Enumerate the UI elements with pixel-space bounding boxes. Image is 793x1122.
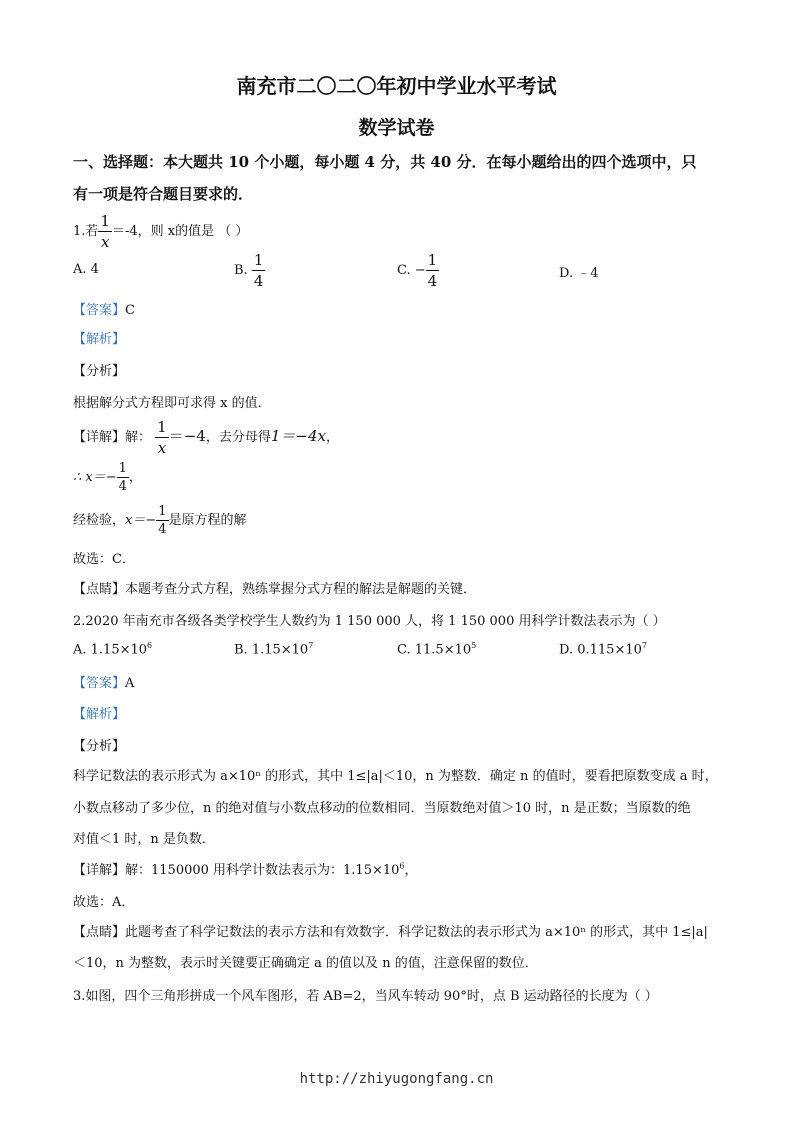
q2-option-d (559, 641, 647, 657)
q1-fenxi-text: 根据解分式方程即可求得 x 的值． (73, 396, 271, 411)
section-heading-line2: 有一项是符合题目要求的． (73, 185, 254, 203)
q1-option-b-den: 4 (253, 272, 264, 290)
q1-therefore-den: 4 (118, 479, 127, 494)
q2-detail-exp: 6 (399, 861, 405, 871)
q2-option-c (397, 641, 476, 657)
q1-option-c (397, 250, 439, 291)
q2-answer-tag: 【答案】 (73, 676, 126, 691)
q2-option-c-base: C. 11.5×10 (397, 642, 472, 658)
q1-check-num: 1 (158, 504, 167, 519)
q1-option-d: D. ﹣4 (559, 266, 599, 281)
q1-detail (73, 417, 339, 458)
q2-option-a-exp: 6 (147, 641, 153, 650)
q1-dianjing: 【点睛】本题考查分式方程，熟练掌握分式方程的解法是解题的关键． (73, 582, 477, 597)
section-heading-line1: 一、选择题：本大题共 10 个小题，每小题 4 分，共 40 分．在每小题给出的四个选项中，只 (73, 153, 697, 171)
q1-eq: ＝-4 (111, 224, 138, 239)
q1-detail-result: 1＝−4x (270, 427, 326, 445)
q1-detail-den: x (157, 439, 167, 457)
q1-check (73, 503, 247, 538)
q2-fenxi-tag: 【分析】 (73, 739, 126, 754)
q1-detail-end: ， (325, 430, 339, 445)
q1-option-c-num: 1 (427, 251, 438, 269)
q1-option-b-frac (252, 250, 266, 291)
q1-fenxi-tag: 【分析】 (73, 364, 126, 379)
q2-fenxi-line1: 科学记数法的表示形式为 a×10ⁿ 的形式，其中 1≤|a|＜10，n 为整数．确定 n 的值时，要看把原数变成 a 时， (73, 769, 718, 784)
q2-detail-base: 【详解】解：1150000 用科学计数法表示为：1.15×10 (73, 863, 400, 878)
q2-fenxi-line3: 对值＜1 时，n 是负数． (73, 832, 215, 847)
footer-url: http://zhiyugongfang.cn (299, 1071, 494, 1087)
page-subtitle: 数学试卷 (358, 117, 435, 139)
q1-suffix: ，则 x的值是 （ ） (137, 224, 249, 239)
q2-answer-value: A (125, 676, 135, 691)
q2-option-a-base: A. 1.15×10 (73, 642, 148, 658)
q1-detail-frac (155, 417, 169, 458)
q1-option-b-num: 1 (253, 251, 264, 269)
q1-check-end: 是原方程的解 (168, 513, 247, 528)
q1-stem (73, 211, 248, 252)
q1-option-b (234, 250, 265, 291)
q1-detail-eq: ＝−4 (168, 427, 206, 445)
q1-answer (73, 299, 135, 318)
q1-option-c-label: C. − (397, 263, 426, 278)
q1-therefore-frac (117, 460, 129, 495)
page-title: 南充市二〇二〇年初中学业水平考试 (236, 74, 557, 98)
q1-option-c-frac (426, 250, 440, 291)
q2-option-d-base: D. 0.115×10 (559, 642, 642, 658)
q2-option-a (73, 641, 152, 657)
q2-detail (73, 859, 418, 878)
q1-fraction (98, 211, 112, 252)
q1-check-prefix: 经检验， (73, 513, 126, 528)
q2-option-d-exp: 7 (641, 641, 647, 650)
q2-fenxi-line2: 小数点移动了多少位，n 的绝对值与小数点移动的位数相同．当原数绝对值＞10 时，n 是正数；当原数的绝 (73, 801, 691, 816)
q1-check-frac (156, 503, 168, 538)
q2-option-c-exp: 5 (471, 641, 477, 650)
q1-detail-prefix: 【详解】解： (73, 430, 152, 445)
q1-analysis-tag: 【解析】 (73, 332, 126, 347)
q2-detail-end: ， (404, 863, 418, 878)
q2-option-b-exp: 7 (308, 641, 314, 650)
q1-option-c-den: 4 (427, 272, 438, 290)
q2-analysis-tag: 【解析】 (73, 707, 126, 722)
q1-frac-num: 1 (100, 212, 110, 230)
q1-check-den: 4 (158, 522, 167, 537)
q1-answer-value: C (125, 303, 135, 318)
q2-option-b-base: B. 1.15×10 (234, 642, 309, 658)
q1-prefix: 1.若 (73, 224, 99, 239)
q1-therefore (73, 460, 142, 495)
q2-stem: 2.2020 年南充市各级各类学校学生人数约为 1 150 000 人，将 1 150 000 用科学计数法表示为（ ） (73, 614, 666, 629)
q1-choose: 故选：C． (73, 552, 135, 567)
q2-answer (73, 672, 134, 691)
q3-stem: 3.如图，四个三角形拼成一个风车图形，若 AB=2，当风车转动 90°时，点 B 运动路径的长度为（ ） (73, 989, 658, 1004)
q1-detail-num: 1 (157, 418, 167, 436)
q1-therefore-text: ∴ x＝− (73, 470, 117, 485)
q1-check-var: x＝− (125, 513, 157, 528)
q2-dianjing-line1: 【点睛】此题考查了科学记数法的表示方法和有效数字．科学记数法的表示形式为 a×10ⁿ 的形式，其中 1≤|a| (73, 925, 708, 940)
q1-therefore-num: 1 (118, 461, 127, 476)
q2-option-b (234, 641, 313, 657)
q1-answer-tag: 【答案】 (73, 303, 126, 318)
q1-detail-mid: ，去分母得 (205, 430, 271, 445)
q1-option-b-label: B. (234, 263, 248, 278)
q2-dianjing-line2: ＜10，n 为整数，表示时关键要正确确定 a 的值以及 n 的值，注意保留的数位． (73, 956, 538, 971)
q2-choose: 故选：A． (73, 895, 135, 910)
q1-therefore-end: ， (128, 470, 142, 485)
q1-frac-den: x (100, 233, 110, 251)
q1-option-a: A. 4 (73, 262, 99, 277)
